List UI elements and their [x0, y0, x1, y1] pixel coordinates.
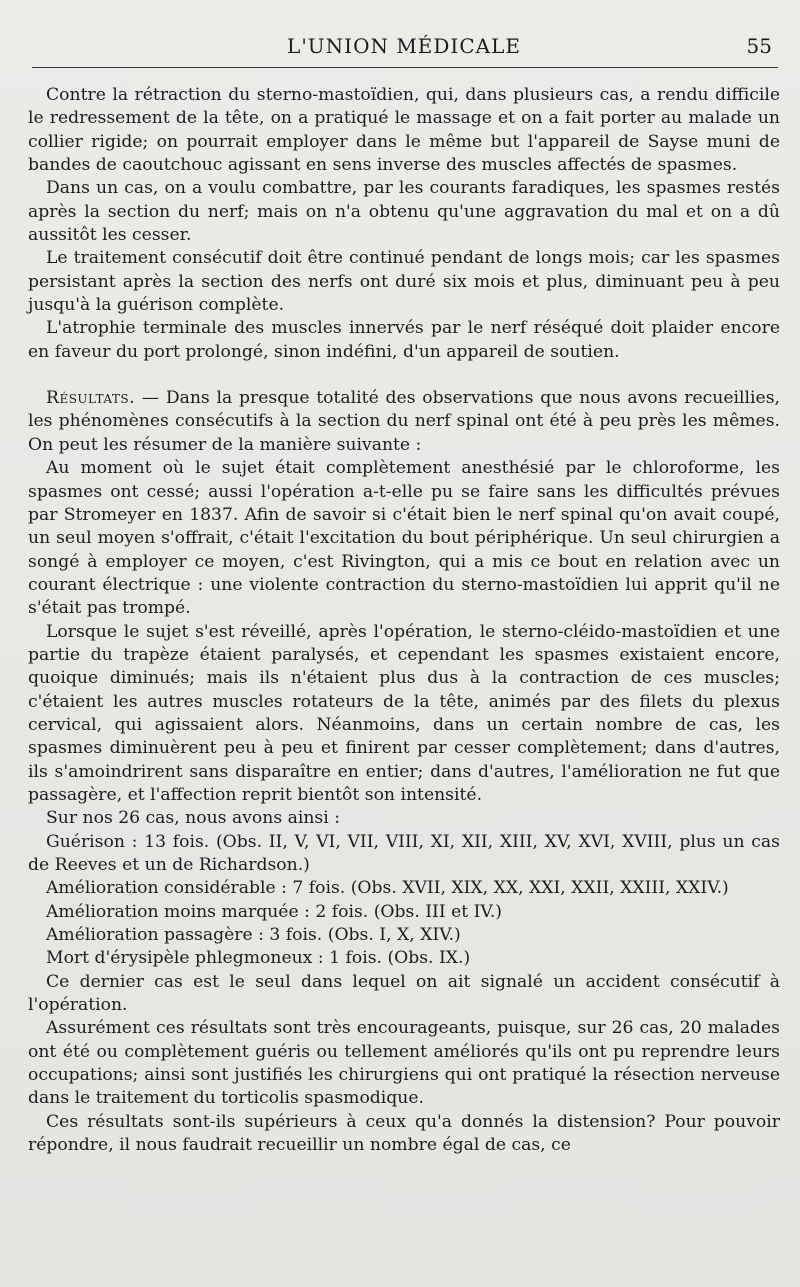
list-item: Amélioration considérable : 7 fois. (Obs. XVII, XIX, XX, XXI, XXII, XXIII, XXIV.) [46, 878, 729, 899]
list-intro: Sur nos 26 cas, nous avons ainsi : [46, 808, 340, 829]
results-intro-paragraph [28, 387, 780, 457]
paragraph: Assurément ces résultats sont très encourageants, puisque, sur 26 cas, 20 malades ont été ou complètement guéris ou tellement améliorés qu'ils ont pu reprendre leurs occupations; ainsi sont justifiés les chirurgiens qui ont pratiqué la résection nerveuse dans le traitement du torticolis spasmodique. [28, 1018, 780, 1109]
paragraph: Ce dernier cas est le seul dans lequel on ait signalé un accident consécutif à l'opération. [28, 971, 780, 1016]
page-number: 55 [746, 34, 772, 58]
paragraph: L'atrophie terminale des muscles innervés par le nerf réséqué doit plaider encore en faveur du port prolongé, sinon indéfini, d'un appareil de soutien. [28, 318, 780, 362]
paragraph: Ces résultats sont-ils supérieurs à ceux qu'a donnés la distension? Pour pouvoir répondre, il nous faudrait recueillir un nombre égal de cas, ce [28, 1111, 780, 1156]
body-text [28, 84, 780, 1157]
journal-title: L'UNION MÉDICALE [287, 34, 521, 58]
header-rule [32, 67, 778, 68]
list-item: Guérison : 13 fois. (Obs. II, V, VI, VII, VIII, XI, XII, XIII, XV, XVI, XVIII, plus un cas de Reeves et un de Richardson.) [28, 831, 780, 875]
paragraph: Le traitement consécutif doit être continué pendant de longs mois; car les spasmes persistant après la section des nerfs ont duré six mois et plus, diminuant peu à peu jusqu'à la guérison complète. [28, 248, 780, 316]
section-intro-text: — Dans la presque totalité des observations que nous avons recueillies, les phénomènes consécutifs à la section du nerf spinal ont été à peu près les mêmes. On peut les résumer de la manière suivante : [28, 388, 780, 455]
section-heading: Résultats. [46, 388, 136, 409]
running-head [28, 34, 780, 64]
list-item: Amélioration moins marquée : 2 fois. (Obs. III et IV.) [46, 901, 502, 922]
list-item: Mort d'érysipèle phlegmoneux : 1 fois. (Obs. IX.) [46, 948, 471, 969]
paragraph: Dans un cas, on a voulu combattre, par les courants faradiques, les spasmes restés après la section du nerf; mais on n'a obtenu qu'une aggravation du mal et on a dû aussitôt les cesser. [28, 178, 780, 246]
paragraph: Au moment où le sujet était complètement anesthésié par le chloroforme, les spasmes ont cessé; aussi l'opération a-t-elle pu se faire sans les difficultés prévues par Stromeyer en 1837. Afin de savoir si c'était bien le nerf spinal qu'on avait coupé, un seul moyen s'offrait, c'était l'excitation du bout périphérique. Un seul chirurgien a songé à employer ce moyen, c'est Rivington, qui a mis ce bout en relation avec un courant électrique : une violente contraction du sterno-mastoïdien lui apprit qu'il ne s'était pas trompé. [28, 458, 780, 619]
paragraph: Lorsque le sujet s'est réveillé, après l'opération, le sterno-cléido-mastoïdien et une partie du trapèze étaient paralysés, et cependant les spasmes existaient encore, quoique diminués; mais ils n'étaient plus dus à la contraction de ces muscles; c'étaient les autres muscles rotateurs de la tête, animés par des filets du plexus cervical, qui agissaient alors. Néanmoins, dans un certain nombre de cas, les spasmes diminuèrent peu à peu et finirent par cesser complètement; dans d'autres, ils s'amoindrirent sans disparaître en entier; dans d'autres, l'amélioration ne fut que passagère, et l'affection reprit bientôt son intensité. [28, 621, 780, 805]
list-item: Amélioration passagère : 3 fois. (Obs. I, X, XIV.) [46, 925, 461, 946]
paragraph: Contre la rétraction du sterno-mastoïdien, qui, dans plusieurs cas, a rendu difficile le redressement de la tête, on a pratiqué le massage et on a fait porter au malade un collier rigide; on pourrait employer dans le même but l'appareil de Sayse muni de bandes de caoutchouc agissant en sens inverse des muscles affectés de spasmes. [28, 85, 780, 176]
results-list [28, 807, 780, 970]
